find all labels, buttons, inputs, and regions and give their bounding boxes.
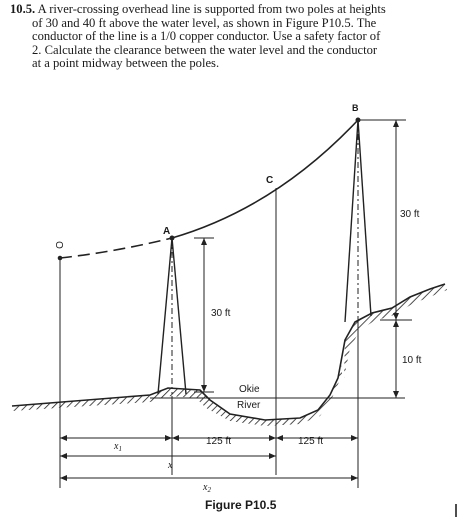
label-point-b: B: [352, 103, 359, 113]
label-x: x: [168, 460, 173, 471]
label-river-2: River: [237, 400, 261, 411]
label-point-c: C: [266, 175, 274, 186]
problem-line-2: of 30 and 40 ft above the water level, as shown in Figure P10.5. The: [32, 15, 377, 30]
problem-line-3: conductor of the line is a 1/0 copper conductor. Use a safety factor of: [32, 29, 381, 44]
label-river-1: Okie: [239, 384, 260, 395]
problem-line-5: at a point midway between the poles.: [32, 56, 220, 71]
label-span-right: 125 ft: [298, 436, 324, 447]
conductor-curve: [172, 120, 358, 238]
label-point-a: A: [163, 226, 171, 237]
problem-number: 10.5.: [10, 2, 36, 16]
dim-x: [60, 453, 276, 459]
problem-line-4: 2. Calculate the clearance between the water level and the conductor: [32, 42, 378, 57]
label-right-lower: 10 ft: [402, 355, 422, 366]
label-x2: x2: [203, 482, 211, 494]
label-left-pole-height: 30 ft: [211, 308, 231, 319]
label-right-upper: 30 ft: [400, 209, 420, 220]
label-span-left: 125 ft: [206, 436, 232, 447]
ground-left-hatch: [12, 365, 342, 426]
ground-left-bank: [12, 284, 445, 420]
label-point-o: O: [55, 241, 66, 249]
figure-caption: Figure P10.5: [205, 498, 277, 512]
problem-line-1: 10.5. A river-crossing overhead line is supported from two poles at heights: [10, 2, 386, 16]
point-o-marker: [58, 256, 63, 261]
pole-a: [158, 236, 186, 395]
dim-x2: [60, 475, 358, 481]
pole-b: [345, 118, 371, 323]
label-x1: x1: [114, 441, 122, 453]
conductor-dashed: [60, 238, 172, 258]
